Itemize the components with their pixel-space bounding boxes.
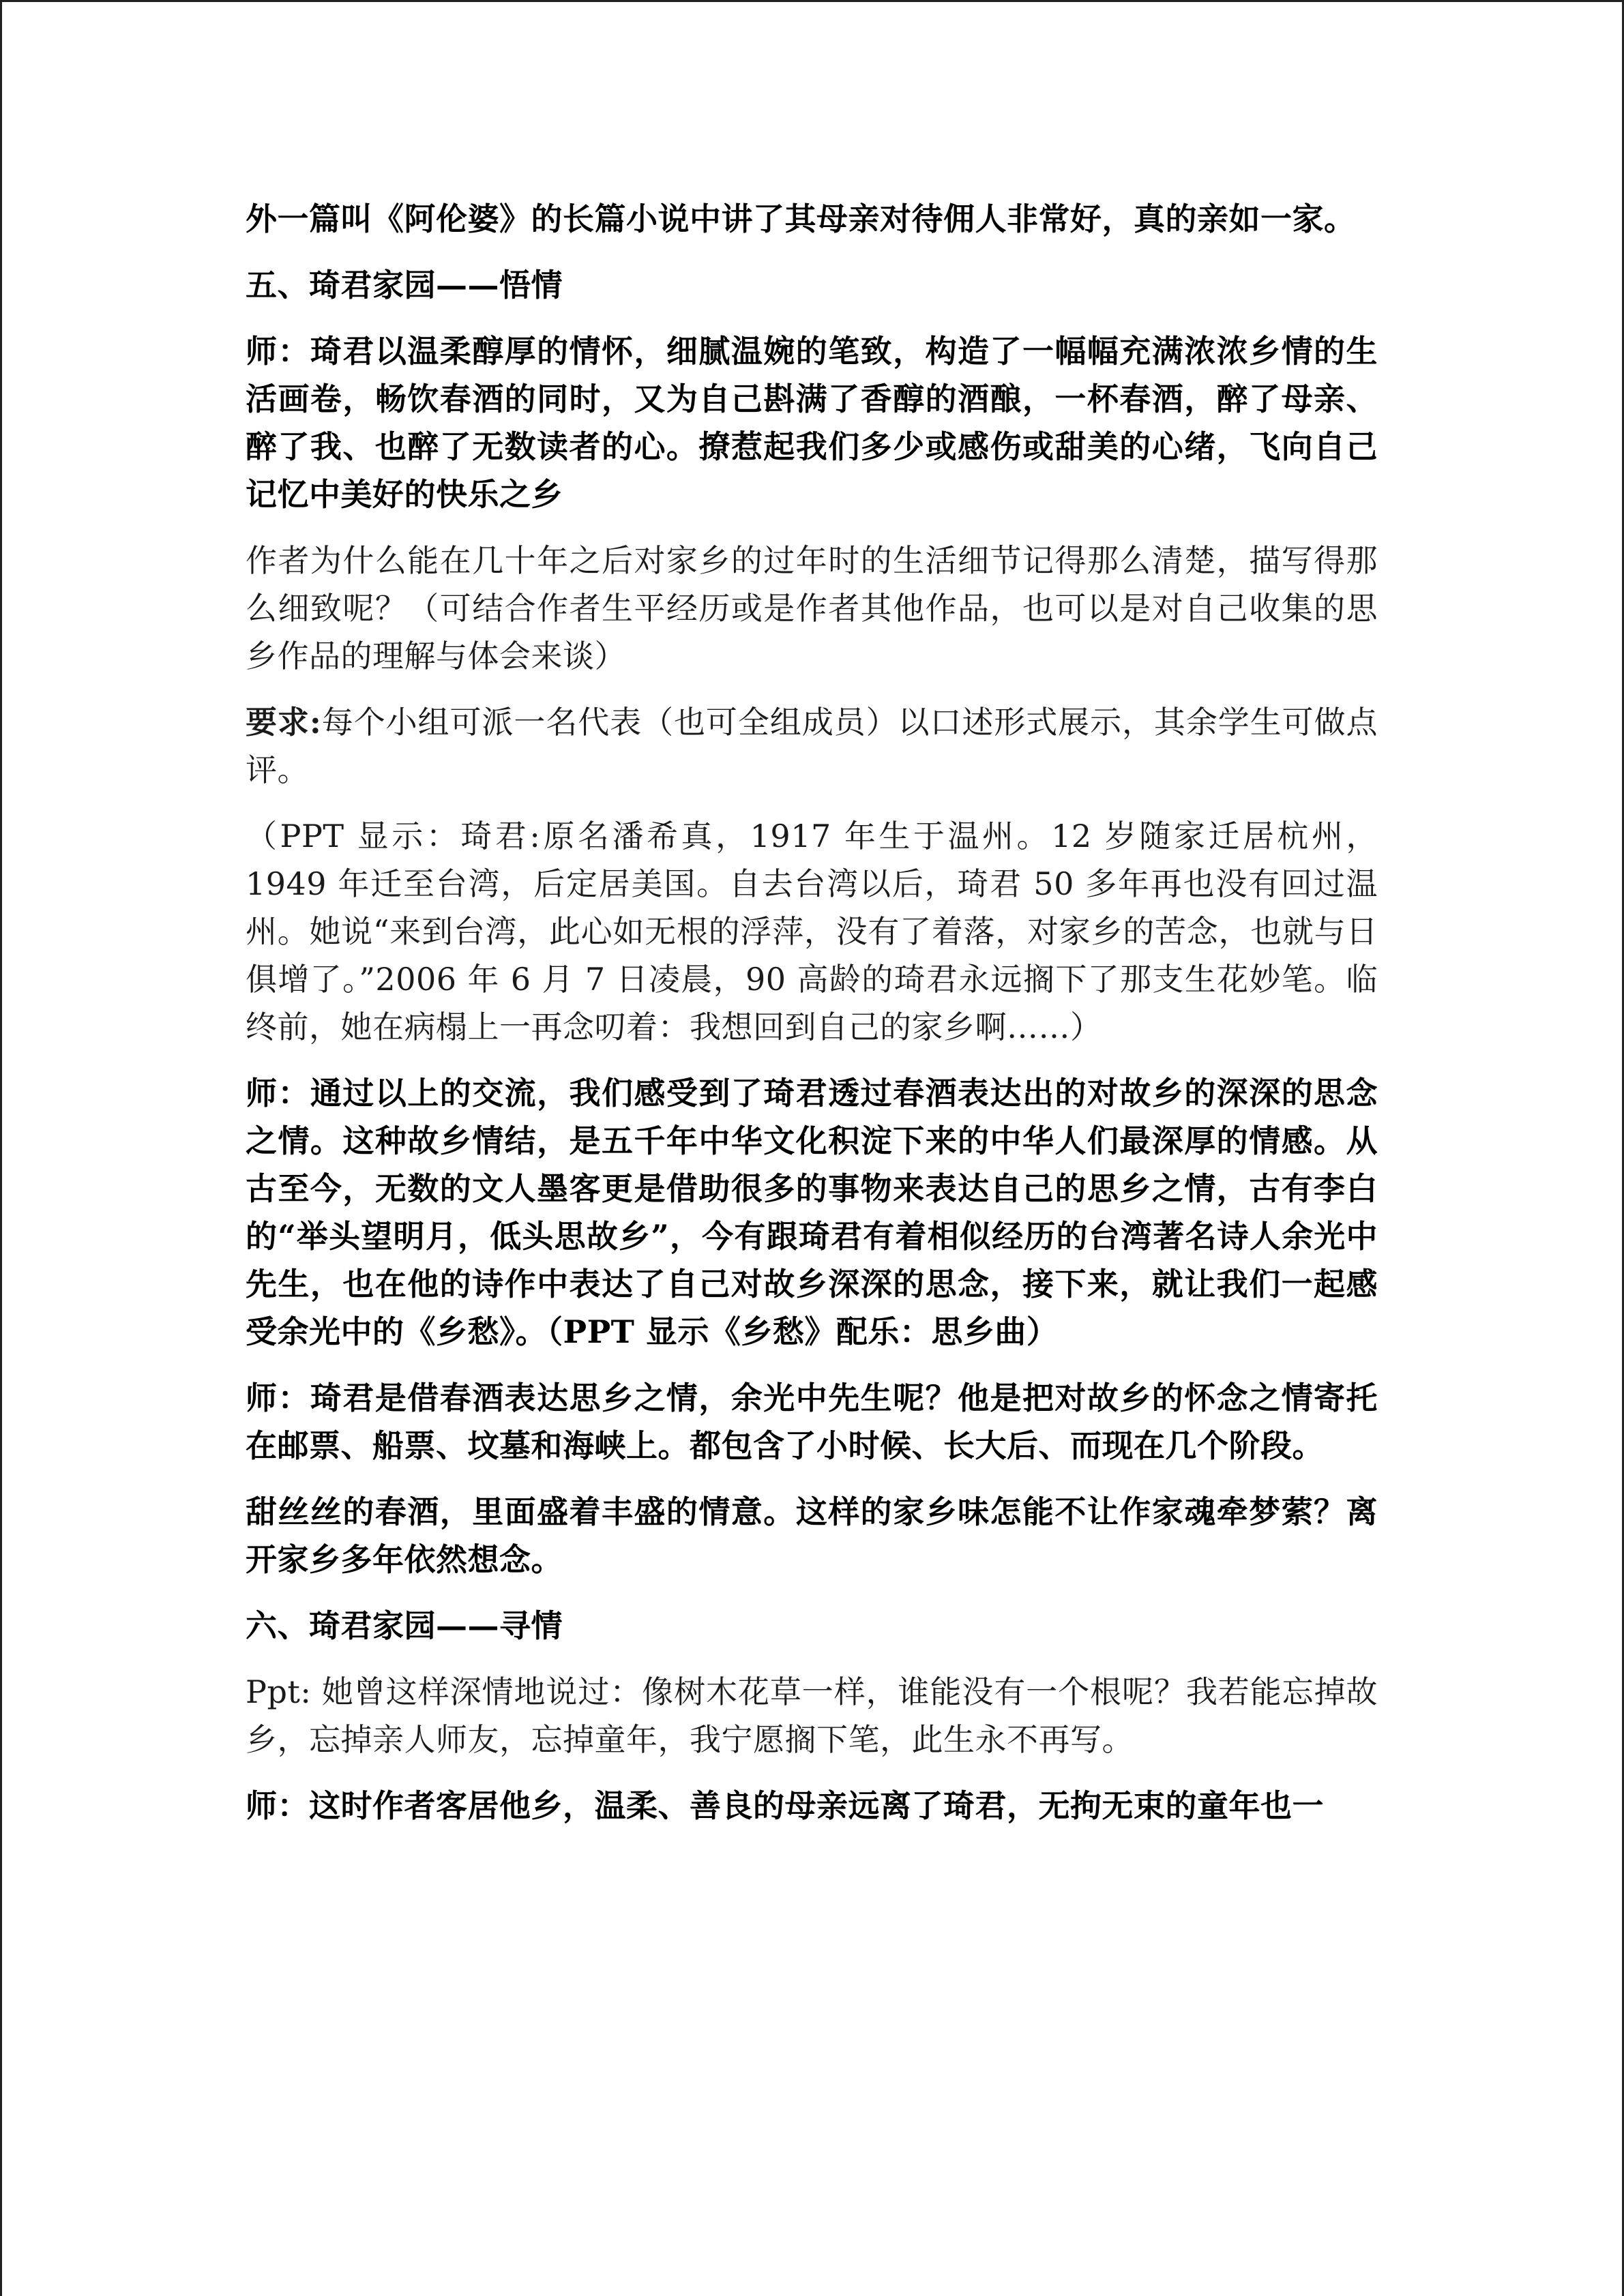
paragraph-teacher-1 — [246, 327, 1378, 518]
page-border-left — [0, 0, 2, 2296]
paragraph-teacher-2-text: 师：通过以上的交流，我们感受到了琦君透过春酒表达出的对故乡的深深的思念之情。这种故乡情结，是五千年中华文化积淀下来的中华人们最深厚的情感。从古至今，无数的文人墨客更是借助很多的事物来表达自己的思乡之情，古有李白的“举头望明月，低头思故乡”，今有跟琦君有着相似经历的台湾著名诗人余光中先生，也在他的诗作中表达了自己对故乡深深的思念，接下来，就让我们一起感受余光中的《乡愁》。（PPT 显示《乡愁》配乐：思乡曲） — [246, 1075, 1378, 1350]
paragraph-ppt-quote — [246, 1668, 1378, 1763]
paragraph-spring-wine-text: 甜丝丝的春酒，里面盛着丰盛的情意。这样的家乡味怎能不让作家魂牵梦萦？离开家乡多年依然想念。 — [246, 1493, 1378, 1578]
requirement-text: 每个小组可派一名代表（也可全组成员）以口述形式展示，其余学生可做点评。 — [246, 704, 1378, 788]
paragraph-ppt-bio — [246, 812, 1378, 1051]
paragraph-question-text: 作者为什么能在几十年之后对家乡的过年时的生活细节记得那么清楚，描写得那么细致呢？（可结合作者生平经历或是作者其他作品，也可以是对自己收集的思乡作品的理解与体会来谈） — [246, 542, 1378, 674]
paragraph-teacher-4 — [246, 1782, 1378, 1830]
paragraph-spring-wine — [246, 1488, 1378, 1583]
paragraph-1-text: 外一篇叫《阿伦婆》的长篇小说中讲了其母亲对待佣人非常好，真的亲如一家。 — [246, 200, 1356, 237]
section-heading-6 — [246, 1602, 1378, 1650]
paragraph-teacher-2 — [246, 1069, 1378, 1356]
paragraph-teacher-1-text: 师：琦君以温柔醇厚的情怀，细腻温婉的笔致，构造了一幅幅充满浓浓乡情的生活画卷，畅饮春酒的同时，又为自己斟满了香醇的酒酿，一杯春酒，醉了母亲、醉了我、也醉了无数读者的心。撩惹起我们多少或感伤或甜美的心绪，飞向自己记忆中美好的快乐之乡 — [246, 333, 1378, 513]
paragraph-ppt-quote-text: Ppt: 她曾这样深情地说过：像树木花草一样，谁能没有一个根呢？我若能忘掉故乡，忘掉亲人师友，忘掉童年，我宁愿搁下笔，此生永不再写。 — [246, 1673, 1378, 1758]
document-body — [246, 195, 1378, 1848]
paragraph-requirement — [246, 698, 1378, 794]
paragraph-question — [246, 537, 1378, 680]
section-heading-5-text: 五、琦君家园——悟情 — [246, 267, 563, 303]
paragraph-teacher-3-text: 师：琦君是借春酒表达思乡之情，余光中先生呢？他是把对故乡的怀念之情寄托在邮票、船票、坟墓和海峡上。都包含了小时候、长大后、而现在几个阶段。 — [246, 1380, 1378, 1464]
paragraph-1 — [246, 195, 1378, 243]
requirement-label: 要求: — [246, 704, 322, 741]
section-heading-6-text: 六、琦君家园——寻情 — [246, 1607, 563, 1644]
paragraph-teacher-3 — [246, 1374, 1378, 1470]
paragraph-teacher-4-text: 师：这时作者客居他乡，温柔、善良的母亲远离了琦君，无拘无束的童年也一 — [246, 1787, 1324, 1824]
page-border-top — [0, 0, 1624, 2]
paragraph-ppt-bio-text: （PPT 显示：琦君:原名潘希真，1917 年生于温州。12 岁随家迁居杭州，1949 年迁至台湾，后定居美国。自去台湾以后，琦君 50 多年再也没有回过温州。她说“来到台湾，此心如无根的浮萍，没有了着落，对家乡的苦念，也就与日俱增了。”2006 年 6 月 7 日凌晨，90 高龄的琦君永远搁下了那支生花妙笔。临终前，她在病榻上一再念叨着：我想回到自己的家乡啊……） — [246, 818, 1378, 1045]
section-heading-5 — [246, 261, 1378, 309]
